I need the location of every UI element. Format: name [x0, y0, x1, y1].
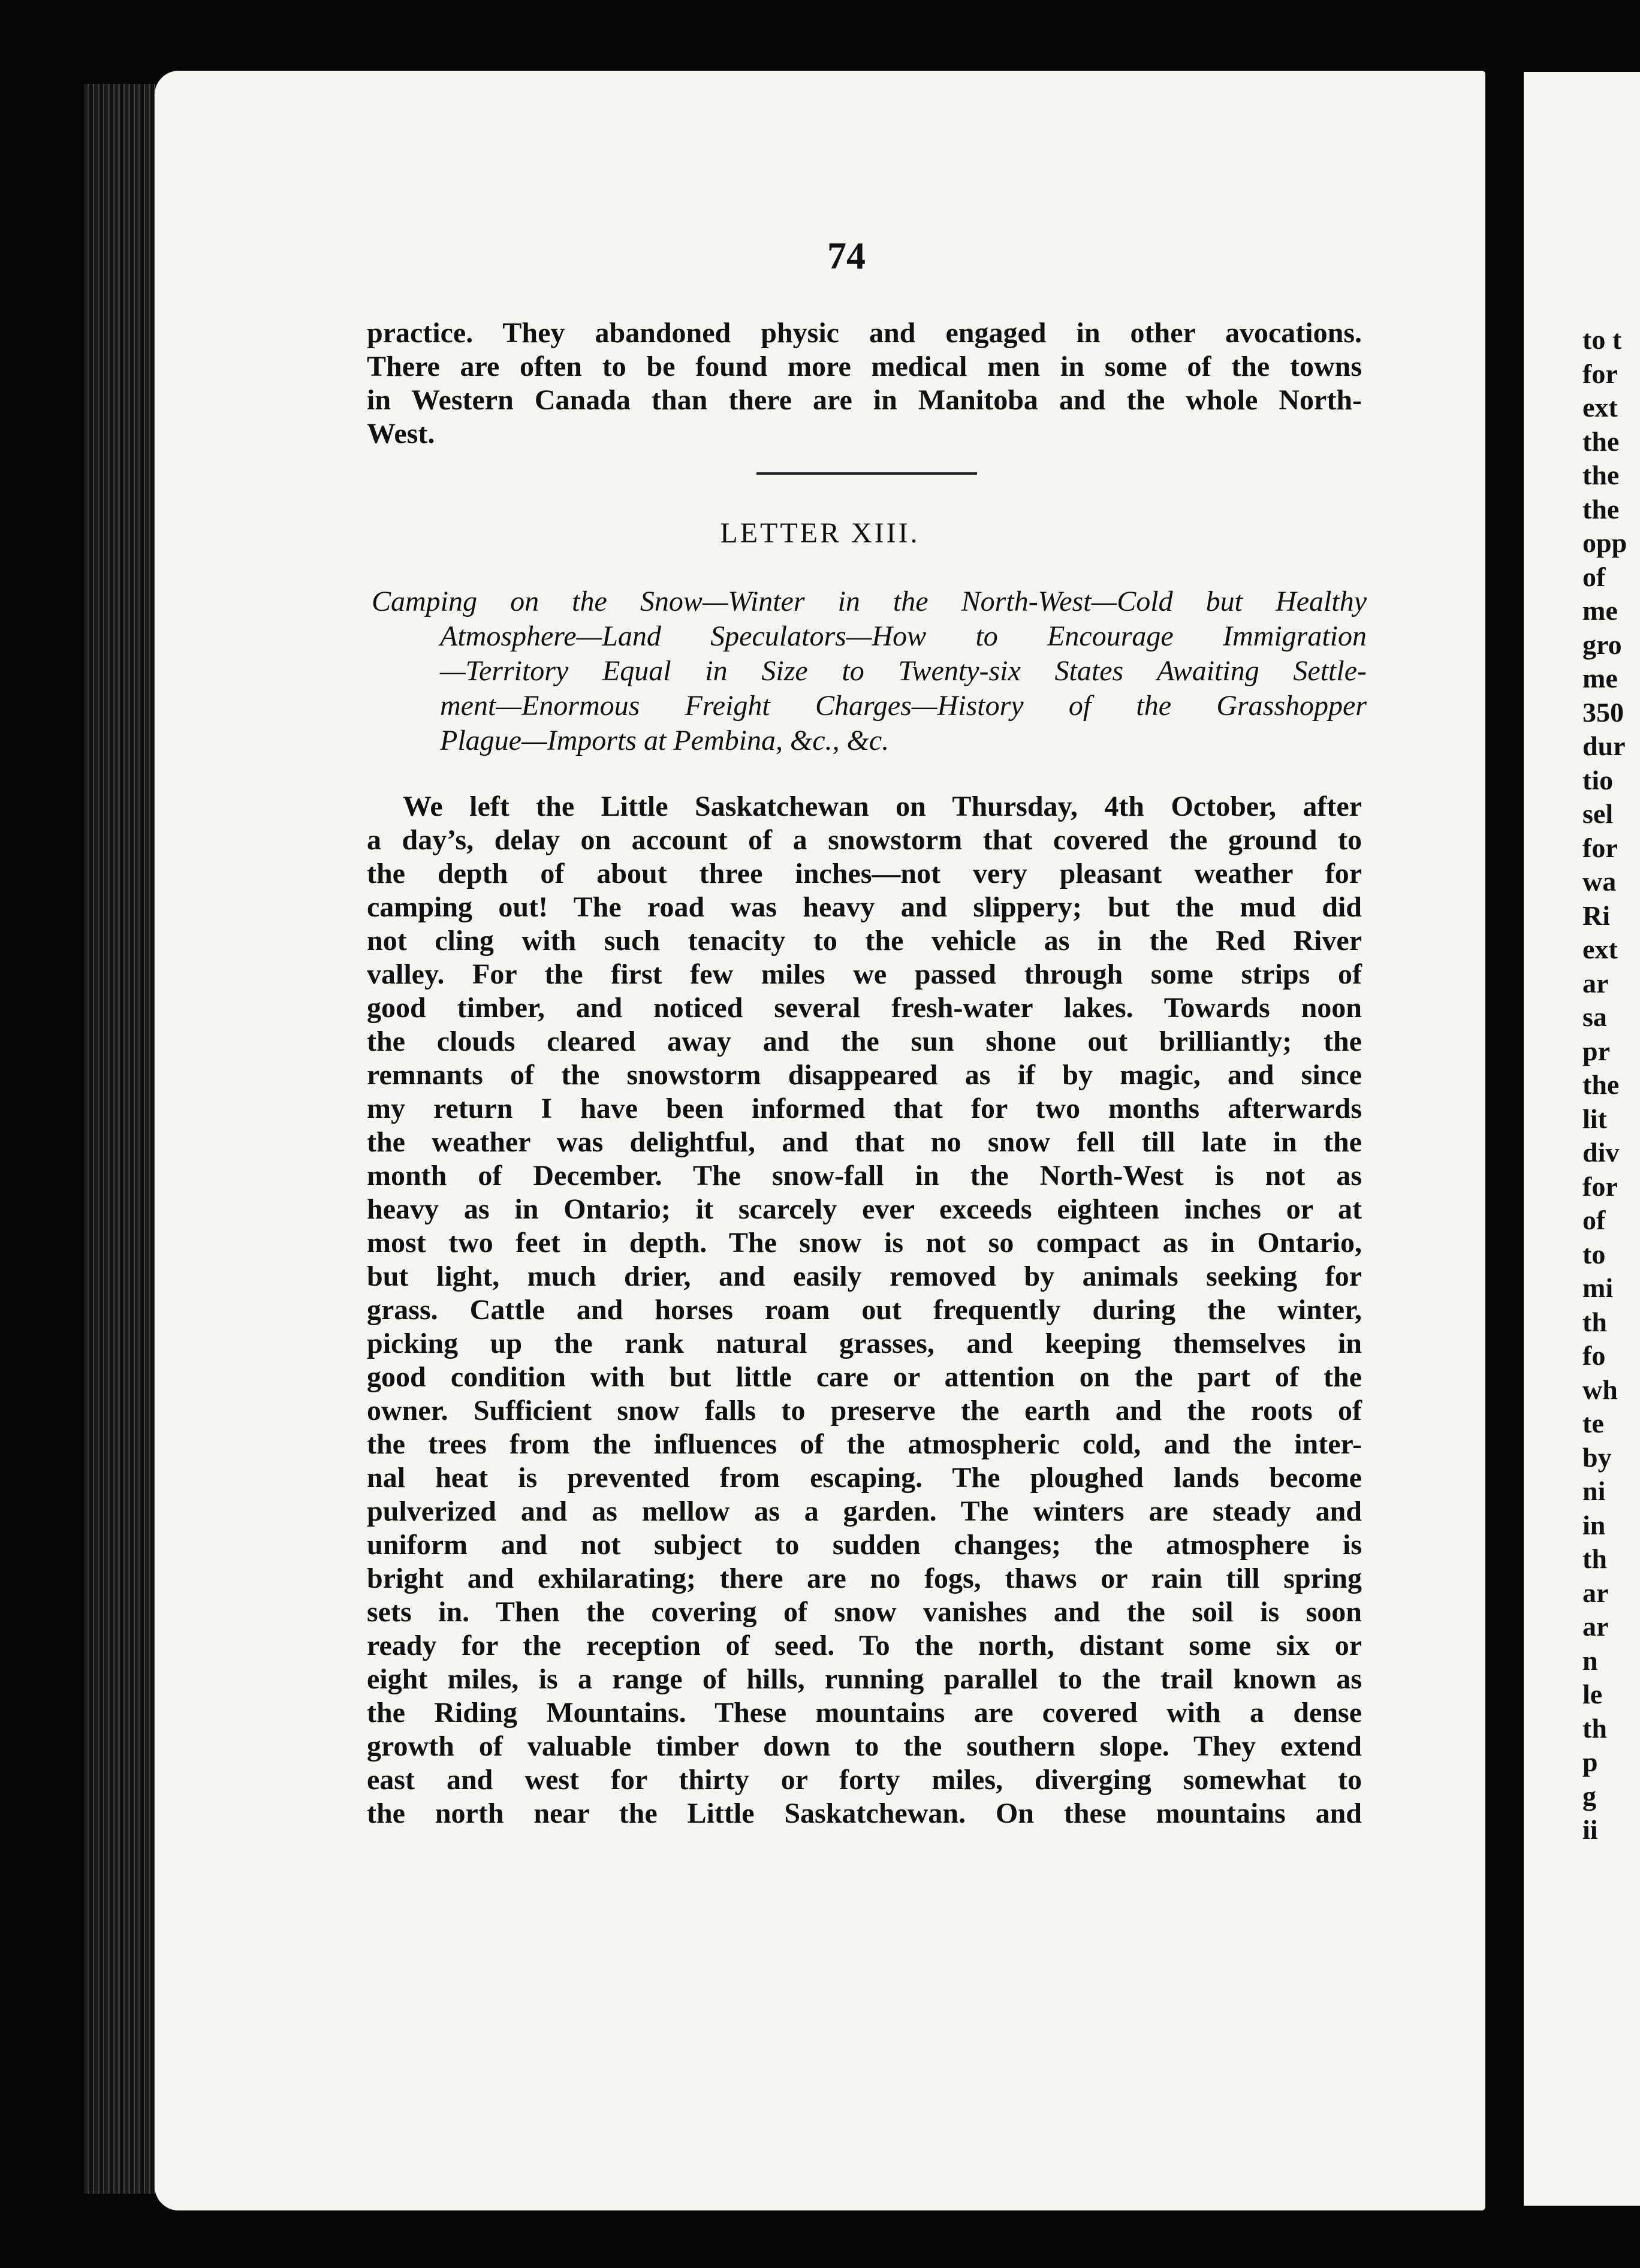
text-line: growth of valuable timber down to the southern slope. They extend: [367, 1730, 1362, 1762]
body-paragraph: [367, 790, 1362, 1830]
text-line: the clouds cleared away and the sun shone out brilliantly; the: [367, 1026, 1362, 1057]
text-line: uniform and not subject to sudden changes; the atmosphere is: [367, 1529, 1362, 1561]
right-page-line: to: [1582, 1238, 1606, 1269]
right-page-line: lit: [1582, 1103, 1607, 1134]
right-page-line: pr: [1582, 1035, 1610, 1066]
text-line: the weather was delightful, and that no snow fell till late in the: [367, 1126, 1362, 1158]
right-page-line: opp: [1582, 527, 1627, 558]
right-page-line: gro: [1582, 629, 1622, 660]
text-line: a day’s, delay on account of a snowstorm that covered the ground to: [367, 824, 1362, 856]
text-line: the trees from the influences of the atmospheric cold, and the inter-: [367, 1428, 1362, 1460]
summary-line: —Territory Equal in Size to Twenty-six States Awaiting Settle-: [440, 655, 1367, 687]
right-page-line: tio: [1582, 764, 1614, 795]
right-page-line: ext: [1582, 392, 1618, 423]
right-page-line: n: [1582, 1645, 1598, 1676]
right-page-line: sa: [1582, 1002, 1607, 1032]
text-line: good timber, and noticed several fresh-water lakes. Towards noon: [367, 992, 1362, 1024]
page-number: 74: [827, 234, 866, 277]
right-page-line: of: [1582, 561, 1606, 592]
summary-line: Plague—Imports at Pembina, &c., &c.: [440, 725, 890, 756]
text-line: but light, much drier, and easily removed by animals seeking for: [367, 1260, 1362, 1292]
right-page-line: in: [1582, 1509, 1606, 1540]
right-page-line: to t: [1582, 324, 1622, 355]
right-page-line: for: [1582, 832, 1618, 863]
right-page-line: Ri: [1582, 900, 1610, 931]
summary-line: Atmosphere—Land Speculators—How to Encourage Immigration: [440, 620, 1367, 652]
right-page-line: the: [1582, 460, 1620, 490]
right-page-line: fo: [1582, 1340, 1606, 1371]
text-line: most two feet in depth. The snow is not so compact as in Ontario,: [367, 1227, 1362, 1259]
right-page-line: for: [1582, 358, 1618, 389]
right-page-line: ni: [1582, 1476, 1606, 1506]
right-page-line: ar: [1582, 1611, 1609, 1642]
right-page-line: mi: [1582, 1272, 1614, 1303]
text-line: eight miles, is a range of hills, running parallel to the trail known as: [367, 1663, 1362, 1695]
right-page-line: of: [1582, 1205, 1606, 1235]
text-line: east and west for thirty or forty miles, diverging somewhat to: [367, 1764, 1362, 1796]
text-line: picking up the rank natural grasses, and keeping themselves in: [367, 1328, 1362, 1359]
text-line: in Western Canada than there are in Manitoba and the whole North-: [367, 384, 1362, 416]
right-page-line: ar: [1582, 1577, 1609, 1608]
right-page-line: me: [1582, 595, 1618, 626]
right-page-line: ext: [1582, 934, 1618, 964]
right-page-line: div: [1582, 1137, 1620, 1168]
right-page-line: th: [1582, 1543, 1607, 1574]
section-divider: [756, 472, 977, 475]
text-line: not cling with such tenacity to the vehicle as in the Red River: [367, 925, 1362, 957]
right-page-line: p: [1582, 1747, 1598, 1777]
text-line: grass. Cattle and horses roam out frequently during the winter,: [367, 1294, 1362, 1326]
continuation-paragraph: [367, 316, 1362, 451]
letter-summary: [372, 584, 1367, 758]
right-page-line: th: [1582, 1306, 1607, 1337]
text-line: valley. For the first few miles we passed through some strips of: [367, 958, 1362, 990]
text-line: nal heat is prevented from escaping. The ploughed lands become: [367, 1462, 1362, 1494]
right-page-line: the: [1582, 426, 1620, 457]
text-line: my return I have been informed that for two months afterwards: [367, 1093, 1362, 1124]
right-page-line: sel: [1582, 798, 1614, 829]
summary-line: Camping on the Snow—Winter in the North-West—Cold but Healthy: [372, 586, 1367, 617]
right-page-line: ar: [1582, 967, 1609, 999]
text-line: owner. Sufficient snow falls to preserve the earth and the roots of: [367, 1395, 1362, 1426]
right-page-line: ii: [1582, 1814, 1598, 1845]
text-line: the Riding Mountains. These mountains are covered with a dense: [367, 1697, 1362, 1729]
text-line: the north near the Little Saskatchewan. On these mountains and: [367, 1797, 1362, 1829]
text-line: There are often to be found more medical men in some of the towns: [367, 351, 1362, 382]
right-page-line: te: [1582, 1408, 1604, 1438]
letter-heading: LETTER XIII.: [720, 517, 920, 549]
text-line: West.: [367, 418, 435, 450]
text-line: the depth of about three inches—not very pleasant weather for: [367, 858, 1362, 889]
text-line: heavy as in Ontario; it scarcely ever exceeds eighteen inches or at: [367, 1193, 1362, 1225]
right-page-line: wa: [1582, 866, 1617, 897]
text-line: sets in. Then the covering of snow vanishes and the soil is soon: [367, 1596, 1362, 1628]
right-page-line: the: [1582, 1069, 1620, 1100]
text-line: We left the Little Saskatchewan on Thursday, 4th October, after: [403, 791, 1362, 822]
summary-line: ment—Enormous Freight Charges—History of the Grasshopper: [440, 690, 1367, 722]
right-page-line: 350: [1582, 696, 1624, 728]
right-page-line: th: [1582, 1712, 1607, 1744]
right-page-line: the: [1582, 493, 1620, 524]
right-page-line: by: [1582, 1441, 1612, 1473]
right-page-line: wh: [1582, 1374, 1618, 1405]
right-page-line: le: [1582, 1679, 1603, 1709]
right-page-line: for: [1582, 1171, 1618, 1202]
text-line: practice. They abandoned physic and engaged in other avocations.: [367, 317, 1362, 349]
text-line: pulverized and as mellow as a garden. The winters are steady and: [367, 1495, 1362, 1527]
text-line: good condition with but little care or attention on the part of the: [367, 1361, 1362, 1393]
right-page-line: g: [1582, 1780, 1596, 1811]
text-line: remnants of the snowstorm disappeared as if by magic, and since: [367, 1059, 1362, 1091]
text-line: ready for the reception of seed. To the north, distant some six or: [367, 1630, 1362, 1661]
right-page-line: dur: [1582, 731, 1626, 761]
text-line: camping out! The road was heavy and slippery; but the mud did: [367, 891, 1362, 923]
right-page-line: me: [1582, 663, 1618, 693]
text-line: bright and exhilarating; there are no fogs, thaws or rain till spring: [367, 1563, 1362, 1594]
text-line: month of December. The snow-fall in the North-West is not as: [367, 1160, 1362, 1192]
